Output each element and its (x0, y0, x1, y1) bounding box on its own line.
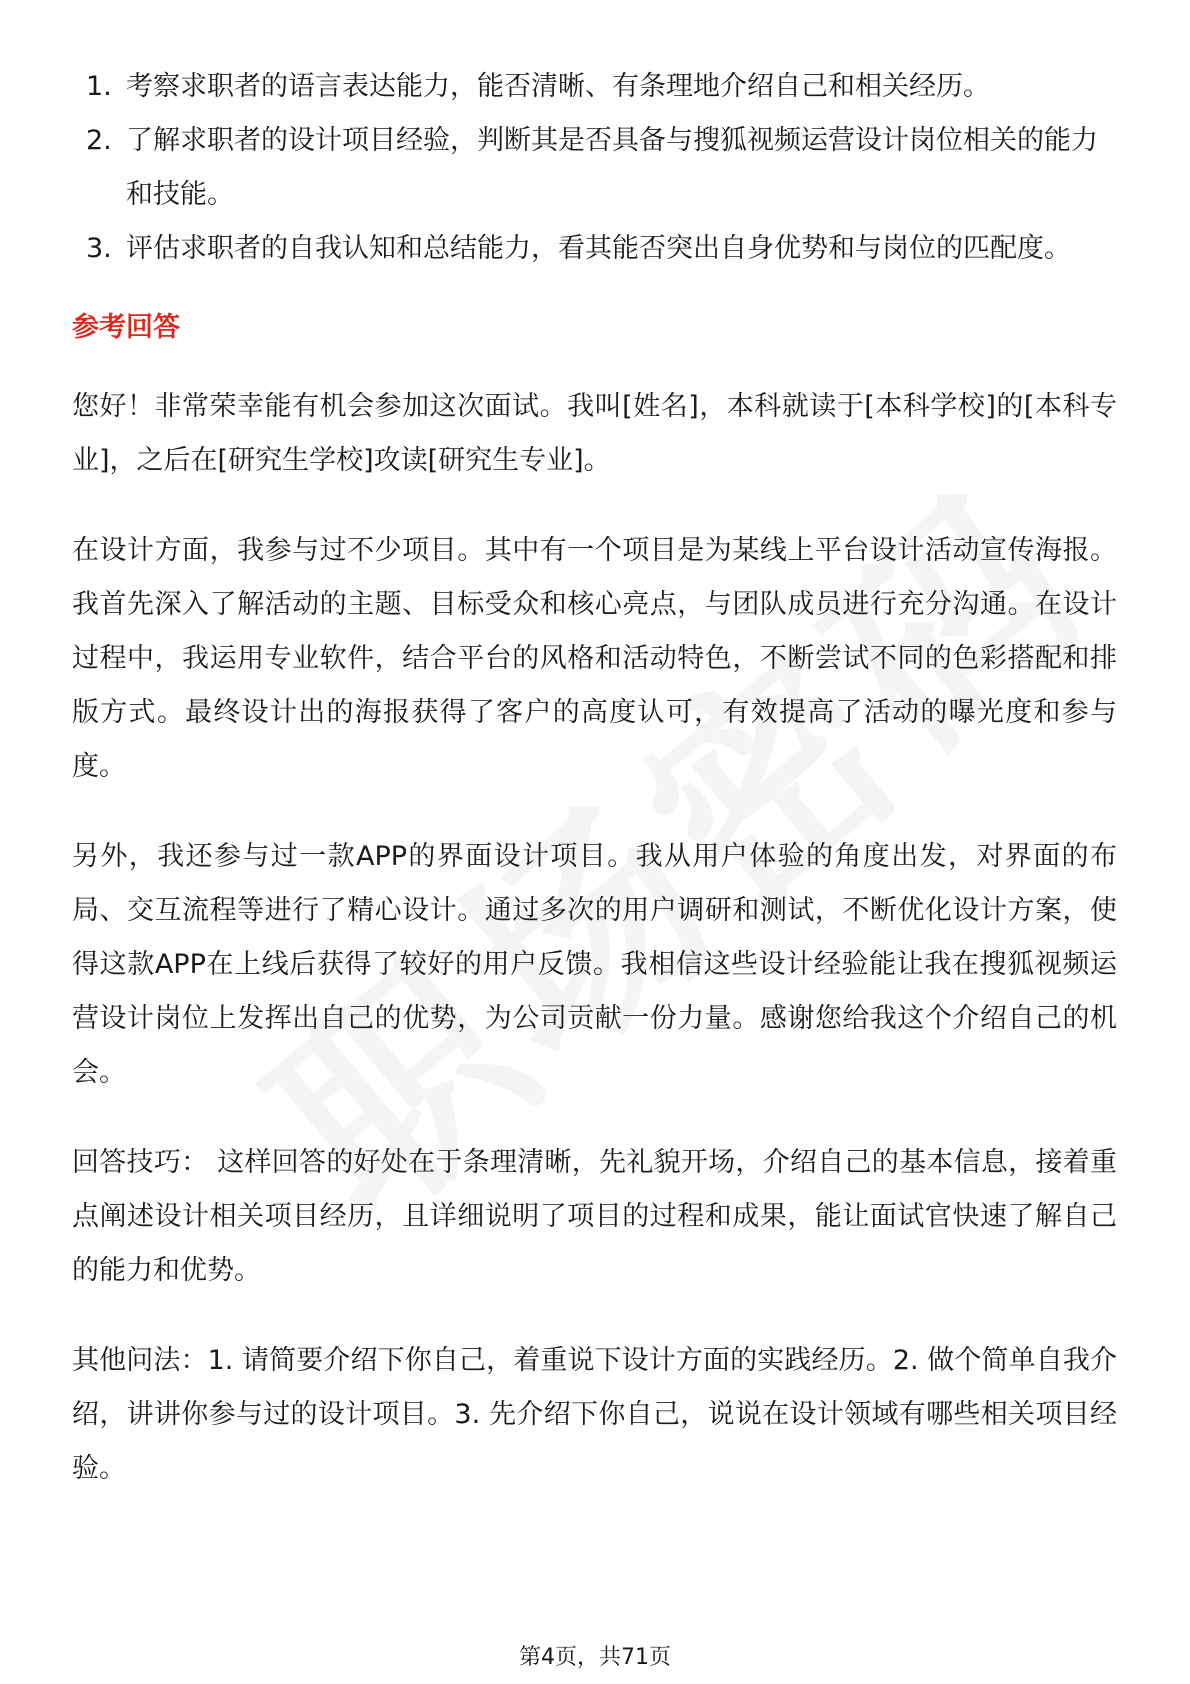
criteria-text: 评估求职者的自我认知和总结能力，看其能否突出自身优势和与岗位的匹配度。 (126, 233, 1071, 264)
list-number: 1. (86, 71, 112, 102)
criteria-text: 了解求职者的设计项目经验，判断其是否具备与搜狐视频运营设计岗位相关的能力和技能。 (126, 125, 1098, 210)
criteria-item (72, 222, 1117, 276)
criteria-text: 考察求职者的语言表达能力，能否清晰、有条理地介绍自己和相关经历。 (126, 71, 990, 102)
answer-intro-paragraph: 您好！非常荣幸能有机会参加这次面试。我叫[姓名]，本科就读于[本科学校]的[本科专业]，之后在[研究生学校]攻读[研究生专业]。 (72, 391, 1117, 476)
answer-tips-paragraph: 回答技巧： 这样回答的好处在于条理清晰，先礼貌开场，介绍自己的基本信息，接着重点阐述设计相关项目经历，且详细说明了项目的过程和成果，能让面试官快速了解自己的能力和优势。 (72, 1147, 1117, 1286)
criteria-item (72, 60, 1117, 114)
answer-design-project-paragraph: 在设计方面，我参与过不少项目。其中有一个项目是为某线上平台设计活动宣传海报。我首先深入了解活动的主题、目标受众和核心亮点，与团队成员进行充分沟通。在设计过程中，我运用专业软件，结合平台的风格和活动特色，不断尝试不同的色彩搭配和排版方式。最终设计出的海报获得了客户的高度认可，有效提高了活动的曝光度和参与度。 (72, 535, 1117, 782)
page-number-footer: 第4页，共71页 (519, 1645, 671, 1670)
reference-answer-heading: 参考回答 (72, 312, 180, 343)
page-content (72, 60, 1117, 1532)
evaluation-criteria-list (72, 60, 1117, 276)
list-number: 2. (86, 125, 112, 156)
answer-app-project-paragraph: 另外，我还参与过一款APP的界面设计项目。我从用户体验的角度出发，对界面的布局、交互流程等进行了精心设计。通过多次的用户调研和测试，不断优化设计方案，使得这款APP在上线后获得了较好的用户反馈。我相信这些设计经验能让我在搜狐视频运营设计岗位上发挥出自己的优势，为公司贡献一份力量。感谢您给我这个介绍自己的机会。 (72, 841, 1117, 1088)
list-number: 3. (86, 233, 112, 264)
alternative-questions-paragraph: 其他问法：1. 请简要介绍下你自己，着重说下设计方面的实践经历。2. 做个简单自我介绍，讲讲你参与过的设计项目。3. 先介绍下你自己，说说在设计领域有哪些相关项目经验。 (72, 1345, 1117, 1484)
criteria-item (72, 114, 1117, 222)
